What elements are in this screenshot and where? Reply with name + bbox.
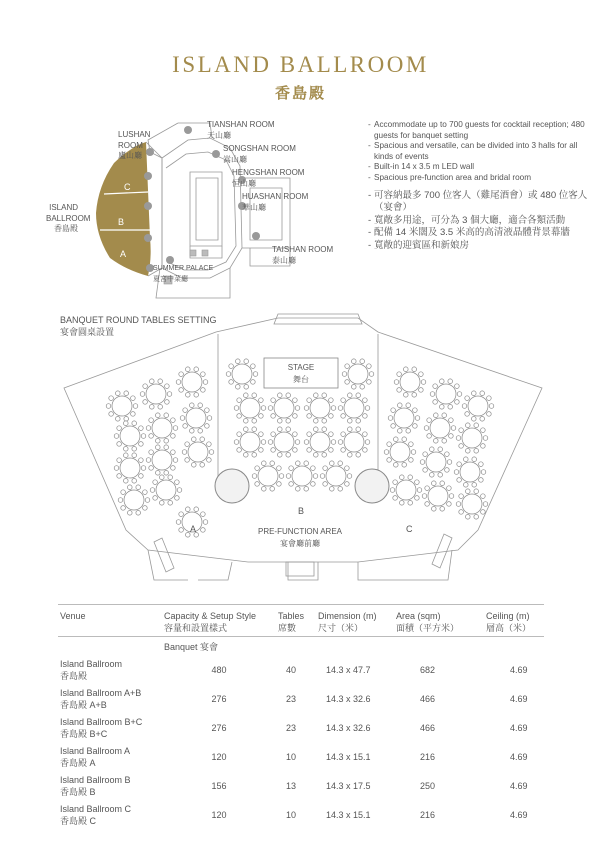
capacity-cell: 480 [211, 665, 227, 675]
header-tables: Tables 席數 [276, 604, 316, 637]
tables-cell: 23 [286, 694, 297, 704]
round-table [268, 393, 300, 423]
capacity-cell: 120 [211, 752, 227, 762]
dimension-cell: 14.3 x 15.1 [326, 752, 371, 762]
header-venue: Venue [58, 604, 162, 637]
round-table [106, 391, 138, 421]
round-table [430, 379, 462, 409]
round-table [304, 393, 336, 423]
venue-name: Island Ballroom C 香島殿 C [60, 804, 132, 826]
ceiling-cell: 4.69 [510, 665, 528, 675]
round-table [420, 447, 452, 477]
round-table [146, 413, 178, 443]
round-table [462, 391, 494, 421]
round-table [384, 437, 416, 467]
table-row [58, 714, 544, 743]
round-table [150, 475, 182, 505]
tables-cell: 13 [286, 781, 297, 791]
round-table [388, 403, 420, 433]
dimension-cell: 14.3 x 15.1 [326, 810, 371, 820]
venue-name: Island Ballroom A+B 香島殿 A+B [60, 688, 142, 710]
venue-name: Island Ballroom A 香島殿 A [60, 746, 131, 768]
capacity-cell: 276 [211, 723, 227, 733]
round-table [320, 461, 352, 491]
header-capacity: Capacity & Setup Style 容量和設置樣式 [162, 604, 276, 637]
table-row [58, 685, 544, 714]
stage-label-en: STAGE [287, 363, 315, 372]
ceiling-cell: 4.69 [510, 810, 528, 820]
label-summer-palace: SUMMER PALACE 夏宮中菜廳 [153, 265, 214, 283]
marker-taishan [252, 232, 260, 240]
ceiling-cell: 4.69 [510, 723, 528, 733]
area-cell: 682 [420, 665, 436, 675]
round-table [226, 359, 258, 389]
area-cell: 466 [420, 694, 436, 704]
round-table [180, 403, 212, 433]
banquet-layout [58, 310, 548, 600]
led-screen-right [355, 469, 389, 503]
label-taishan: TAISHAN ROOM 泰山廳 [272, 245, 334, 265]
round-table [140, 379, 172, 409]
feature-en-1: - Accommodate up to 700 guests for cocktail reception; 480 guests for banquet setting [368, 120, 593, 141]
features-list [368, 120, 593, 252]
section-a-label: A [120, 249, 127, 259]
label-lushan: LUSHAN ROOM 廬山廳 [118, 130, 151, 160]
ceiling-cell: 4.69 [510, 781, 528, 791]
ceiling-cell: 4.69 [510, 752, 528, 762]
round-table [118, 485, 150, 515]
dimension-cell: 14.3 x 32.6 [326, 694, 371, 704]
dimension-cell: 14.3 x 17.5 [326, 781, 371, 791]
round-table [456, 489, 488, 519]
capacity-cell: 276 [211, 694, 227, 704]
table-row [58, 656, 544, 685]
round-table [456, 423, 488, 453]
area-cell: 216 [420, 752, 436, 762]
round-table [304, 427, 336, 457]
marker-island [144, 172, 152, 180]
area-cell: 466 [420, 723, 436, 733]
page-title: ISLAND BALLROOM [172, 52, 429, 77]
led-screen-left [215, 469, 249, 503]
ceiling-cell: 4.69 [510, 694, 528, 704]
tables-cell: 10 [286, 752, 297, 762]
label-tianshan: TIANSHAN ROOM 天山廳 [207, 120, 275, 140]
dimension-cell: 14.3 x 47.7 [326, 665, 371, 675]
round-table [176, 367, 208, 397]
table-row [58, 801, 544, 830]
stage-label-zh: 舞台 [293, 375, 309, 384]
round-table [114, 453, 146, 483]
round-table [268, 427, 300, 457]
round-table [424, 413, 456, 443]
marker-songshan [212, 150, 220, 158]
round-table [454, 457, 486, 487]
round-table [338, 427, 370, 457]
tables-cell: 23 [286, 723, 297, 733]
round-table [234, 393, 266, 423]
section-c-label: C [124, 182, 131, 192]
capacity-cell: 120 [211, 810, 227, 820]
label-island: ISLAND BALLROOM 香島殿 [46, 203, 91, 233]
banquet-section-a: A [190, 524, 197, 534]
label-huashan: HUASHAN ROOM 華山廳 [242, 192, 309, 212]
tables-cell: 40 [286, 665, 297, 675]
page-subtitle: 香島殿 [274, 84, 326, 102]
prefunction-label-en: PRE-FUNCTION AREA [257, 527, 343, 536]
feature-zh-4: - 寬敞的迎賓區和新娘房 [368, 240, 593, 253]
dimension-cell: 14.3 x 32.6 [326, 723, 371, 733]
tables-cell: 10 [286, 810, 297, 820]
feature-en-2: - Spacious and versatile, can be divided into 3 halls for all kinds of events [368, 141, 593, 162]
venue-spec-table [58, 604, 544, 830]
area-cell: 216 [420, 810, 436, 820]
venue-name: Island Ballroom B 香島殿 B [60, 775, 131, 797]
round-table [342, 359, 374, 389]
setup-style: Banquet 宴會 [164, 642, 219, 652]
round-table [234, 427, 266, 457]
feature-zh-2: - 寬敞多用途，可分為 3 個大廳，適合各類活動 [368, 215, 593, 228]
label-hengshan: HENGSHAN ROOM 恒山廳 [232, 168, 305, 188]
venue-name: Island Ballroom 香島殿 [60, 659, 123, 681]
round-table [422, 481, 454, 511]
feature-en-3: - Built-in 14 x 3.5 m LED wall [368, 162, 593, 173]
header-ceiling: Ceiling (m) 層高（米） [484, 604, 544, 637]
round-table [394, 367, 426, 397]
prefunction-label-zh: 宴會廳前廳 [280, 539, 320, 548]
table-row [58, 743, 544, 772]
feature-zh-3: - 配備 14 米闊及 3.5 米高的高清液晶體背景幕牆 [368, 227, 593, 240]
banquet-section-title: BANQUET ROUND TABLES SETTING 宴會圓桌設置 [60, 315, 217, 337]
round-table [390, 475, 422, 505]
area-cell: 250 [420, 781, 436, 791]
round-table [252, 461, 284, 491]
label-songshan: SONGSHAN ROOM 嵩山廳 [223, 144, 296, 164]
round-table [146, 445, 178, 475]
round-table [286, 461, 318, 491]
marker-tianshan [184, 126, 192, 134]
capacity-cell: 156 [211, 781, 227, 791]
table-row [58, 772, 544, 801]
feature-zh-1: - 可容納最多 700 位客人（雞尾酒會）或 480 位客人（宴會） [368, 190, 593, 215]
section-b-label: B [118, 217, 125, 227]
header-area: Area (sqm) 面積（平方米） [394, 604, 484, 637]
feature-en-4: - Spacious pre-function area and bridal room [368, 173, 593, 184]
header-dimension: Dimension (m) 尺寸（米） [316, 604, 394, 637]
banquet-section-c: C [406, 524, 413, 534]
marker-summer [166, 256, 174, 264]
banquet-section-b: B [298, 506, 305, 516]
round-table [182, 437, 214, 467]
venue-name: Island Ballroom B+C 香島殿 B+C [60, 717, 143, 739]
round-table [338, 393, 370, 423]
round-table [114, 421, 146, 451]
